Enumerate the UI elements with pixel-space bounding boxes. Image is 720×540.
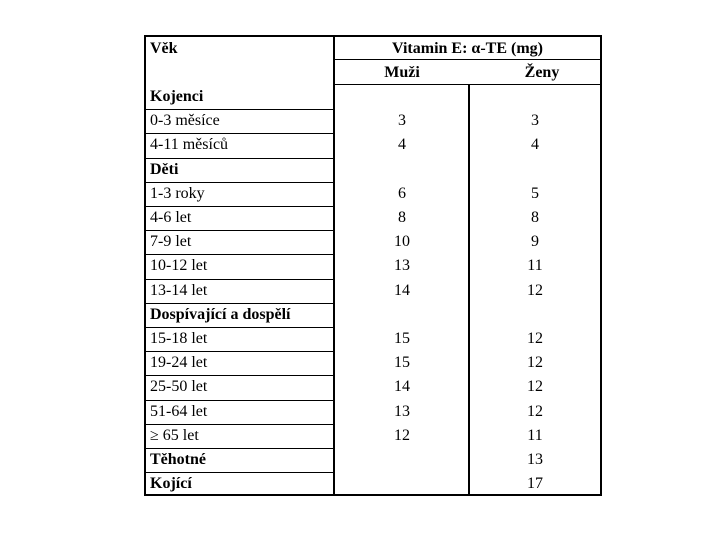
women-value-cell: 12 — [527, 378, 543, 396]
age-cell: Kojenci — [150, 88, 204, 105]
age-header: Věk — [150, 40, 178, 57]
men-value-cell: 12 — [394, 426, 410, 444]
women-value-cell: 5 — [531, 184, 539, 202]
men-value-cell: 8 — [398, 209, 406, 226]
age-cell: 10-12 let — [150, 257, 208, 275]
age-cell: 51-64 let — [150, 402, 208, 420]
men-value-cell: 14 — [394, 281, 410, 299]
vitamin-header: Vitamin E: α-TE (mg) — [392, 40, 543, 57]
age-cell: Dospívající a dospělí — [150, 305, 291, 323]
women-value-cell: 17 — [527, 475, 543, 493]
age-cell: 7-9 let — [150, 233, 192, 251]
men-value-cell: 3 — [398, 112, 406, 130]
women-value-cell: 12 — [527, 402, 543, 420]
men-value-cell: 4 — [398, 136, 406, 154]
age-cell: 1-3 roky — [150, 184, 205, 202]
men-value-cell: 14 — [394, 378, 410, 396]
age-cell: 0-3 měsíce — [150, 112, 220, 130]
women-value-cell: 12 — [527, 281, 543, 299]
age-cell: 15-18 let — [150, 330, 208, 347]
men-value-cell: 6 — [398, 184, 406, 202]
men-value-cell: 13 — [394, 257, 410, 275]
women-value-cell: 3 — [531, 112, 539, 130]
vitamin-e-table — [144, 35, 602, 496]
men-value-cell: 13 — [394, 402, 410, 420]
age-cell: Těhotné — [150, 451, 206, 468]
women-value-cell: 11 — [527, 426, 543, 444]
women-value-cell: 8 — [531, 209, 539, 226]
women-value-cell: 9 — [531, 233, 539, 251]
age-cell: 25-50 let — [150, 378, 208, 396]
age-cell: Kojící — [150, 475, 192, 493]
men-value-cell: 15 — [394, 354, 410, 372]
men-header: Muži — [384, 64, 420, 81]
women-value-cell: 4 — [531, 136, 539, 154]
age-cell: ≥ 65 let — [150, 426, 199, 444]
women-value-cell: 12 — [527, 354, 543, 372]
women-value-cell: 11 — [527, 257, 543, 275]
table-border-left — [144, 35, 146, 496]
table-border-right — [600, 35, 602, 496]
women-value-cell: 13 — [527, 451, 543, 468]
age-cell: 13-14 let — [150, 281, 208, 299]
age-cell: 19-24 let — [150, 354, 208, 372]
men-value-cell: 10 — [394, 233, 410, 251]
women-value-cell: 12 — [527, 330, 543, 347]
age-cell: 4-11 měsíců — [150, 136, 229, 154]
age-cell: Děti — [150, 160, 179, 178]
age-cell: 4-6 let — [150, 209, 192, 226]
men-value-cell: 15 — [394, 330, 410, 347]
women-header: Ženy — [524, 64, 560, 81]
